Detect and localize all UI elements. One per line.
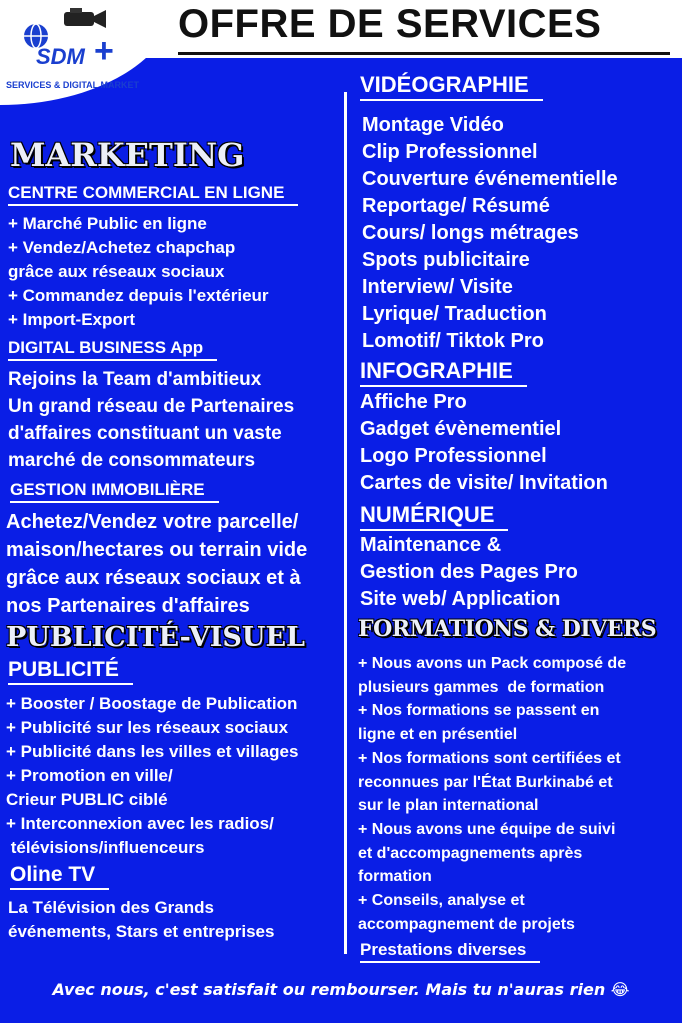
online-tv-heading: Oline TV [10,863,109,890]
gestion-immobiliere-heading: GESTION IMMOBILIÈRE [10,480,219,503]
infographie-heading: INFOGRAPHIE [360,358,527,387]
numerique-heading: NUMÉRIQUE [360,502,508,531]
list-item: Logo Professionnel [360,445,547,467]
publicite-heading: PUBLICITÉ [8,658,133,685]
centre-commercial-list [8,212,269,332]
column-divider [344,92,347,954]
title-underline [178,52,670,55]
list-item: ligne et en présentiel [358,726,518,744]
list-item: d'affaires constituant un vaste [8,423,282,444]
list-item: accompagnement de projets [358,915,575,933]
footer-slogan: Avec nous, c'est satisfait ou rembourser. Mais tu n'auras rien 😂 [52,980,630,999]
logo: SDM [36,44,85,69]
list-item: maison/hectares ou terrain vide [6,539,308,561]
list-item: + Commandez depuis l'extérieur [8,286,269,305]
list-item: + Promotion en ville/ [6,766,173,785]
video-camera-icon [60,6,108,30]
list-item: + Import-Export [8,310,136,329]
list-item: Rejoins la Team d'ambitieux [8,369,262,390]
list-item: événements, Stars et entreprises [8,922,275,941]
list-item: et d'accompagnements après [358,844,583,862]
videographie-heading: VIDÉOGRAPHIE [360,72,543,101]
list-item: formation [358,868,432,886]
publicite-visuel-heading: PUBLICITÉ-VISUEL [6,622,306,653]
list-item: reconnues par l'État Burkinabé et [358,773,613,791]
numerique-list [360,532,578,613]
list-item: Lomotif/ Tiktok Pro [362,330,544,352]
list-item: + Conseils, analyse et [358,892,525,910]
list-item: télévisions/influenceurs [6,838,205,857]
videographie-list [362,112,618,355]
list-item: marché de consommateurs [8,450,256,471]
list-item: + Publicité sur les réseaux sociaux [6,718,289,737]
list-item: nos Partenaires d'affaires [6,595,250,617]
list-item: grâce aux réseaux sociaux [8,262,225,281]
list-item: + Nos formations se passent en [358,702,600,720]
gestion-immobiliere-list [6,508,307,620]
list-item: + Nos formations sont certifiées et [358,749,621,767]
list-item: + Interconnexion avec les radios/ [6,814,274,833]
prestations-heading: Prestations diverses [360,940,540,963]
infographie-list [360,389,608,497]
online-tv-list [8,896,274,944]
publicite-list [6,692,298,860]
list-item: La Télévision des Grands [8,898,214,917]
list-item: Maintenance & [360,534,502,556]
list-item: Montage Vidéo [362,114,504,136]
list-item: Couverture événementielle [362,168,618,190]
list-item: + Nous avons un Pack composé de [358,655,627,672]
list-item: + Marché Public en ligne [8,214,207,233]
list-item: sur le plan international [358,797,539,815]
list-item: Reportage/ Résumé [362,195,550,217]
list-item: Clip Professionnel [362,141,538,163]
list-item: + Publicité dans les villes et villages [6,742,299,761]
list-item: Cartes de visite/ Invitation [360,472,608,494]
list-item: + Booster / Boostage de Publication [6,694,298,713]
centre-commercial-heading: CENTRE COMMERCIAL EN LIGNE [8,183,298,206]
list-item: Site web/ Application [360,588,561,610]
list-item: Gadget évènementiel [360,418,562,440]
list-item: Interview/ Visite [362,276,513,298]
digital-business-heading: DIGITAL BUSINESS App [8,338,217,361]
formations-heading: FORMATIONS & DIVERS [358,616,657,642]
list-item: plusieurs gammes de formation [358,678,605,696]
list-item: + Nous avons une équipe de suivi [358,820,616,838]
list-item: Gestion des Pages Pro [360,561,578,583]
logo-tagline: SERVICES & DIGITAL MARKET [6,80,140,90]
logo-plus-icon: + [94,32,114,70]
list-item: Affiche Pro [360,391,467,413]
digital-business-list [8,366,294,474]
list-item: + Vendez/Achetez chapchap [8,238,236,257]
list-item: Cours/ longs métrages [362,222,579,244]
page-title: OFFRE DE SERVICES [178,2,602,46]
list-item: Spots publicitaire [362,249,530,271]
list-item: Crieur PUBLIC ciblé [6,790,168,809]
marketing-heading: MARKETING [10,136,245,174]
list-item: Achetez/Vendez votre parcelle/ [6,511,299,533]
formations-list [358,652,626,936]
list-item: Lyrique/ Traduction [362,303,547,325]
list-item: grâce aux réseaux sociaux et à [6,567,301,589]
list-item: Un grand réseau de Partenaires [8,396,295,417]
